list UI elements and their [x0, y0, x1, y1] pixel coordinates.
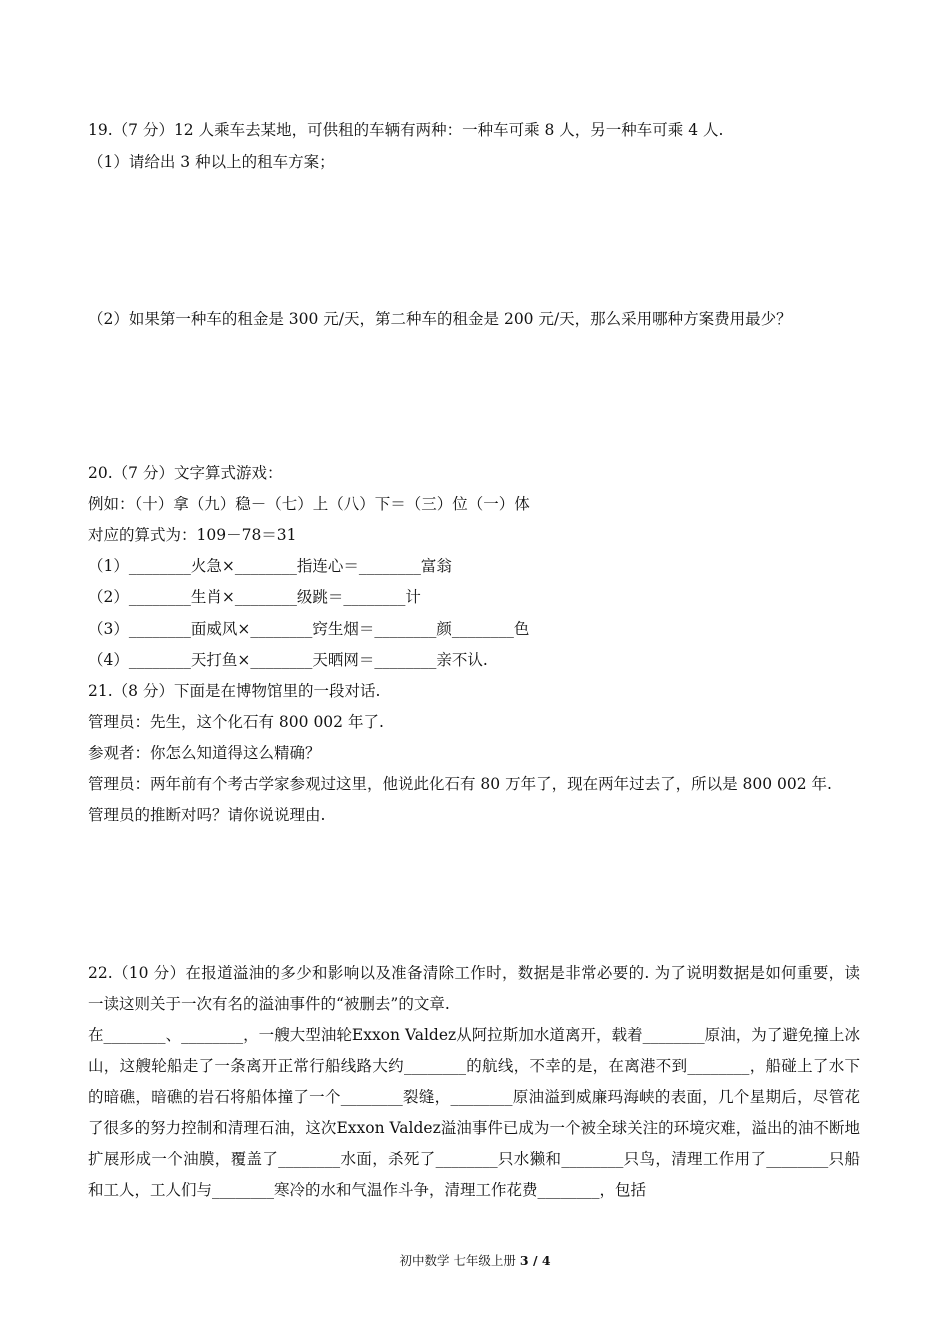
q22-passage: 在________、________，一艘大型油轮Exxon Valdez从阿拉斯加水道离开，载着________原油，为了避免撞上冰山，这艘轮船走了一条离开正常行船线路大约________的航线，不幸的是，在离港不到________，船碰上了水下的暗礁，暗礁的岩石将船体撞了一个________裂缝，________原油溢到威廉玛海峡的表面，几个星期后，尽管花了很多的努力控制和清理石油，这次Exxon Valdez溢油事件已成为一个被全球关注的环境灾难，溢出的油不断地扩展形成一个油膜，覆盖了________水面，杀死了________只水獭和________只鸟，清理工作用了________只船和工人，工人们与________寒冷的水和气温作斗争，清理工作花费________，包括 [88, 1026, 860, 1199]
q19-part2: （2）如果第一种车的租金是 300 元/天，第二种车的租金是 200 元/天，那么采用哪种方案费用最少？ [88, 310, 792, 328]
q22-stem: 22.（10 分）在报道溢油的多少和影响以及准备清除工作时，数据是非常必要的. 为了说明数据是如何重要，读一读这则关于一次有名的溢油事件的“被删去”的文章. [88, 964, 860, 1013]
q21-line-2: 参观者：你怎么知道得这么精确？ [88, 744, 321, 762]
q20-example: 例如：（十）拿（九）稳－（七）上（八）下＝（三）位（一）体 [88, 495, 530, 513]
q20-item-1: （1）________火急×________指连心＝________富翁 [88, 557, 452, 575]
q20-item-4: （4）________天打鱼×________天晒网＝________亲不认. [88, 651, 488, 669]
q20-formula: 对应的算式为：109－78＝31 [88, 526, 297, 544]
q20-item-3: （3）________面威风×________窍生烟＝________颜________色 [88, 620, 530, 638]
page-number: 3 / 4 [519, 1253, 551, 1268]
q20-stem: 20.（7 分）文字算式游戏： [88, 464, 283, 482]
footer-text: 初中数学 七年级上册 [399, 1253, 520, 1268]
q21-line-1: 管理员：先生，这个化石有 800 002 年了. [88, 713, 384, 731]
q19-part1: （1）请给出 3 种以上的租车方案； [88, 153, 335, 171]
q21-line-3: 管理员：两年前有个考古学家参观过这里，他说此化石有 80 万年了，现在两年过去了，所以是 800 002 年. [88, 775, 832, 793]
q21-question: 管理员的推断对吗？请你说说理由. [88, 806, 326, 824]
q19-stem: 19.（7 分）12 人乘车去某地，可供租的车辆有两种：一种车可乘 8 人，另一种车可乘 4 人. [88, 121, 724, 139]
q21-stem: 21.（8 分）下面是在博物馆里的一段对话. [88, 682, 381, 700]
page-footer [0, 1251, 950, 1269]
q20-item-2: （2）________生肖×________级跳＝________计 [88, 588, 421, 606]
